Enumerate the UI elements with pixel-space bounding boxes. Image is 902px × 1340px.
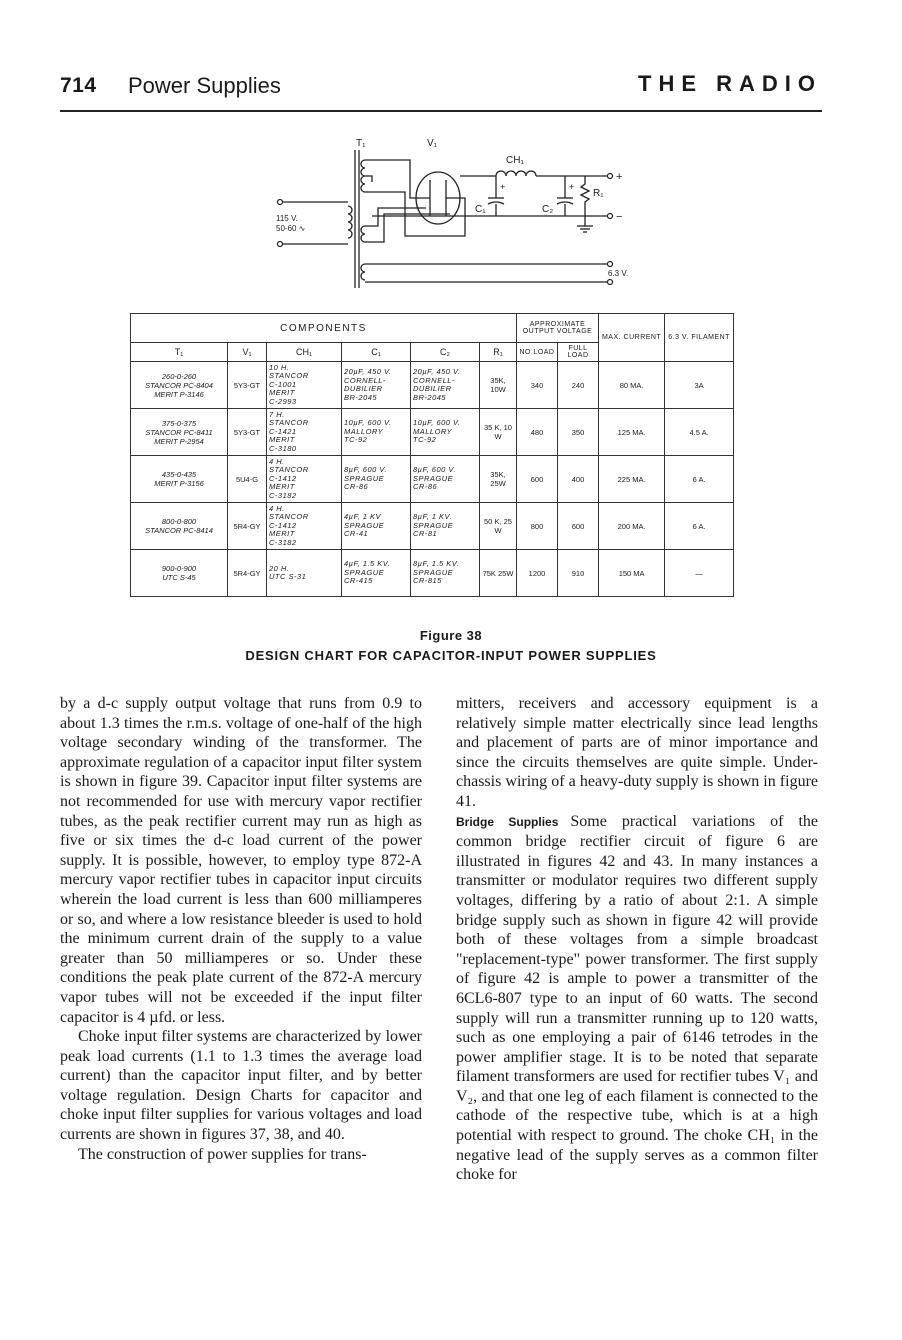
- choke-coil: [496, 171, 536, 176]
- cell-full-load: 600: [558, 503, 599, 550]
- cell-full-load: 910: [558, 550, 599, 597]
- label-input-voltage: 115 V.: [276, 214, 298, 223]
- cell-t1: 900-0-900 UTC S-45: [131, 550, 228, 597]
- bleeder-resistor: [581, 176, 589, 216]
- label-c1: C₁: [475, 204, 486, 215]
- col-full-load: FULL LOAD: [558, 343, 599, 362]
- terminal-circle: [608, 262, 613, 267]
- terminal-circle: [608, 214, 613, 219]
- terminal-circle: [608, 280, 613, 285]
- paragraph-bridge-supplies: [456, 812, 818, 1185]
- col-ch1: CH₁: [267, 343, 342, 362]
- cell-c1: 4µF, 1.5 KV. SPRAGUE CR-415: [342, 550, 411, 597]
- table-row: [131, 550, 734, 597]
- paragraph: Choke input filter systems are characterized by lower peak load currents (1.1 to 1.3 times the average load current) than the capacitor input filter, and by better voltage regulation. Design Charts for capacitor and choke input filter supplies for various voltages and load currents are shown in figures 37, 38, and 40.: [60, 1028, 422, 1144]
- cell-t1: 260-0-260 STANCOR PC-8404 MERIT P-3146: [131, 362, 228, 409]
- filament-lead: [365, 208, 426, 226]
- power-supply-schematic: [260, 136, 660, 296]
- cell-ch1: 4 H. STANCOR C-1412 MERIT C-3182: [267, 503, 342, 550]
- c1-plate: [488, 202, 504, 204]
- figure-title: DESIGN CHART FOR CAPACITOR-INPUT POWER SUPPLIES: [245, 648, 657, 663]
- label-ch1: CH₁: [506, 155, 524, 166]
- cell-ch1: 4 H. STANCOR C-1412 MERIT C-3182: [267, 456, 342, 503]
- approx-voltage-header: APPROXIMATE OUTPUT VOLTAGE: [517, 314, 599, 343]
- cell-ch1: 10 H. STANCOR C-1001 MERIT C-2993: [267, 362, 342, 409]
- label-c1-plus: +: [500, 182, 506, 192]
- col-v1: V₁: [228, 343, 267, 362]
- paragraph: by a d-c supply output voltage that runs from 0.9 to about 1.3 times the r.m.s. voltage of one-half of the high voltage secondary winding of the transformer. The approximate regulation of a capacitor input filter system is shown in figure 39. Capacitor input filter systems are not recommended for use with mercury vapor rectifier tubes, as the peak rectifier current may run as high as five or six times the d-c load current of the power supply. It is possible, however, to employ type 872-A mercury vapor rectifier tubes in capacitor input circuits wherein the load current is less than 600 milliamperes or so, and where a low resistance bleeder is used to hold the minimum current drain of the supply to a value greater than 50 milliamperes or so. Under these conditions the peak plate current of the 872-A mercury vapor tubes will not be exceeded if the input filter capacitor is 4 µfd. or less.: [60, 695, 422, 1026]
- max-current-header: MAX. CURRENT: [599, 314, 665, 362]
- paragraph: The construction of power supplies for trans-: [78, 1145, 367, 1163]
- cell-v1: 5Y3-GT: [228, 362, 267, 409]
- cell-c2: 8µF, 600 V. SPRAGUE CR-86: [411, 456, 480, 503]
- components-table: [130, 313, 734, 597]
- cell-t1: 375-0-375 STANCOR PC-8411 MERIT P-2954: [131, 409, 228, 456]
- cell-ch1: 7 H. STANCOR C-1421 MERIT C-3180: [267, 409, 342, 456]
- page-header: [60, 70, 822, 106]
- cell-max-current: 150 MA: [599, 550, 665, 597]
- col-r1: R₁: [480, 343, 517, 362]
- cell-t1: 435-0-435 MERIT P-3156: [131, 456, 228, 503]
- cell-c2: 10µF, 600 V. MALLORY TC-92: [411, 409, 480, 456]
- label-t1: T₁: [356, 138, 366, 149]
- cell-v1: 5Y3-GT: [228, 409, 267, 456]
- cell-r1: 35K, 10W: [480, 362, 517, 409]
- cell-no-load: 800: [517, 503, 558, 550]
- filament-coil: [361, 264, 365, 280]
- label-c2: C₂: [542, 204, 554, 215]
- table-row: [131, 362, 734, 409]
- cell-r1: 35 K, 10 W: [480, 409, 517, 456]
- cell-r1: 75K 25W: [480, 550, 517, 597]
- cell-c1: 8µF, 600 V. SPRAGUE CR-86: [342, 456, 411, 503]
- cell-full-load: 400: [558, 456, 599, 503]
- table-row: [131, 503, 734, 550]
- cell-full-load: 350: [558, 409, 599, 456]
- cell-filament: 4.5 A.: [665, 409, 734, 456]
- label-filament: 6.3 V.: [608, 269, 629, 278]
- cell-filament: 3A: [665, 362, 734, 409]
- cell-ch1: 20 H. UTC S-31: [267, 550, 342, 597]
- paragraph: mitters, receivers and accessory equipment is a relatively simple matter electrically since lead lengths and placement of parts are of minor importance and since the circuits themselves are quite simple. Under-chassis wiring of a heavy-duty supply is shown in figure 41.: [456, 695, 818, 810]
- section-title: Power Supplies: [128, 73, 281, 98]
- label-r1: R₁: [593, 188, 604, 199]
- sidehead-bridge-supplies: Bridge Supplies: [456, 814, 559, 829]
- rectifier-filament-coil: [361, 226, 365, 242]
- book-title: THE RADIO: [638, 71, 822, 96]
- terminal-circle: [608, 174, 613, 179]
- filament-header: 6.3 V. FILAMENT: [665, 314, 734, 362]
- cell-no-load: 340: [517, 362, 558, 409]
- cell-no-load: 480: [517, 409, 558, 456]
- cell-r1: 50 K, 25 W: [480, 503, 517, 550]
- cell-c2: 20µF, 450 V. CORNELL- DUBILIER BR-2045: [411, 362, 480, 409]
- table-row: [131, 409, 734, 456]
- figure-number: Figure 38: [419, 628, 483, 643]
- text-column-right: [456, 694, 818, 1185]
- cell-max-current: 125 MA.: [599, 409, 665, 456]
- label-input-freq: 50-60 ∿: [276, 224, 306, 233]
- cell-no-load: 1200: [517, 550, 558, 597]
- cell-max-current: 225 MA.: [599, 456, 665, 503]
- cell-v1: 5R4-GY: [228, 503, 267, 550]
- cell-c2: 8µF, 1 KV. SPRAGUE CR-81: [411, 503, 480, 550]
- cell-r1: 35K, 25W: [480, 456, 517, 503]
- label-minus: −: [616, 211, 623, 223]
- cell-c2: 8µF, 1.5 KV. SPRAGUE CR-815: [411, 550, 480, 597]
- header-rule: [60, 110, 822, 112]
- cell-max-current: 200 MA.: [599, 503, 665, 550]
- cell-c1: 4µF, 1 KV SPRAGUE CR-41: [342, 503, 411, 550]
- label-v1: V₁: [427, 138, 438, 149]
- cell-c1: 20µF, 450 V. CORNELL- DUBILIER BR-2045: [342, 362, 411, 409]
- cell-v1: 5R4-GY: [228, 550, 267, 597]
- hv-secondary-coil: [361, 160, 365, 192]
- cell-filament: —: [665, 550, 734, 597]
- cell-max-current: 80 MA.: [599, 362, 665, 409]
- paragraph-text: Some practical variations of the common bridge rectifier circuit of figure 6 are illustrated in figures 42 and 43. In many instances a transmitter or modulator requires two different supply voltages, differing by a ratio of about 2:1. A simple bridge supply such as shown in figure 42 will provide both of these voltages from a simple broadcast "replacement-type" power transformer. The first supply of figure 42 is ample to power a transmitter of the 6CL6-807 type to an input of 60 watts. The second supply will run a transmitter running up to 120 watts, such as one employing a pair of 6146 tetrodes in the power amplifier stage. It is to be noted that separate filament transformers are used for rectifier tubes V₁ and V₂, and that one leg of each filament is connected to the cathode of the respective tube, which is at a high potential with respect to ground. The choke CH₁ in the negative lead of the supply serves as a common filter choke for: [456, 812, 818, 1184]
- cell-c1: 10µF, 600 V. MALLORY TC-92: [342, 409, 411, 456]
- col-t1: T₁: [131, 343, 228, 362]
- cell-full-load: 240: [558, 362, 599, 409]
- cell-filament: 6 A.: [665, 503, 734, 550]
- table-row: [131, 456, 734, 503]
- components-header: COMPONENTS: [131, 314, 517, 343]
- label-c2-plus: +: [569, 182, 575, 192]
- primary-coil: [348, 206, 352, 238]
- page-number: 714: [60, 74, 97, 97]
- cell-v1: 5U4-G: [228, 456, 267, 503]
- ct-lead: [365, 176, 372, 182]
- terminal-circle: [278, 200, 283, 205]
- col-no-load: NO LOAD: [517, 343, 558, 362]
- col-c2: C₂: [411, 343, 480, 362]
- terminal-circle: [278, 242, 283, 247]
- cell-no-load: 600: [517, 456, 558, 503]
- c2-plate: [557, 202, 573, 204]
- cell-filament: 6 A.: [665, 456, 734, 503]
- cell-t1: 800-0-800 STANCOR PC-8414: [131, 503, 228, 550]
- col-c1: C₁: [342, 343, 411, 362]
- text-column-left: [60, 694, 422, 1164]
- label-plus: +: [616, 171, 623, 183]
